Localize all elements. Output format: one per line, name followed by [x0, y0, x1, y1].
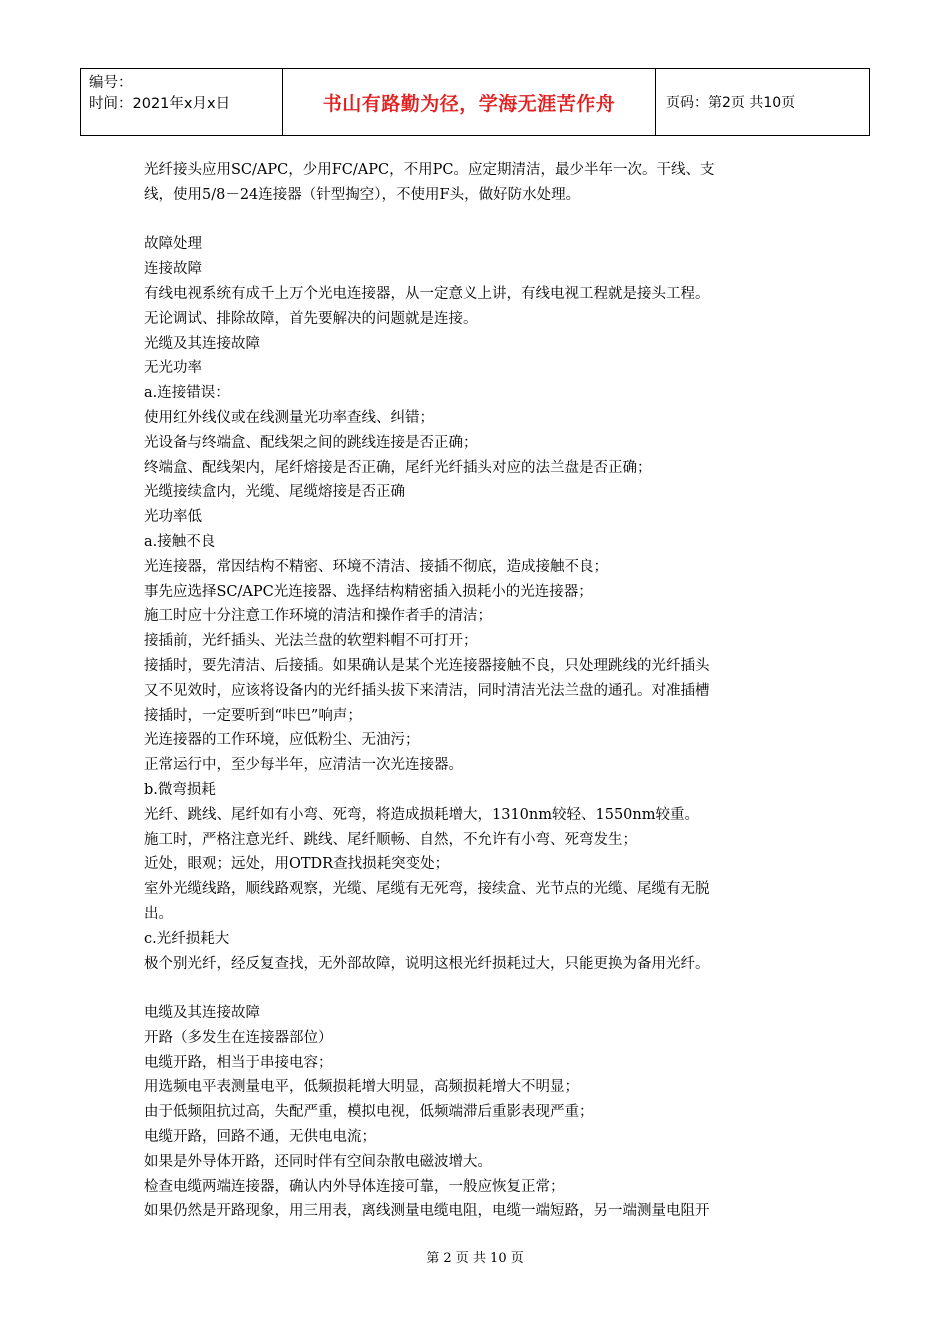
body-line: 光功率低 [144, 509, 202, 526]
body-line: 接插前，光纤插头、光法兰盘的软塑料帽不可打开； [144, 633, 478, 650]
body-line: 施工时，严格注意光纤、跳线、尾纤顺畅、自然，不允许有小弯、死弯发生； [144, 831, 637, 848]
page-header-table [80, 68, 870, 136]
body-line: 如果仍然是开路现象，用三用表，离线测量电缆电阻，电缆一端短路，另一端测量电阻开 [144, 1203, 710, 1220]
body-line: 光缆及其连接故障 [144, 335, 260, 352]
body-line: 近处，眼观；远处，用OTDR查找损耗突变处； [144, 856, 450, 873]
body-line: 如果是外导体开路，还同时伴有空间杂散电磁波增大。 [144, 1153, 492, 1170]
body-line: 终端盒、配线架内，尾纤熔接是否正确，尾纤光纤插头对应的法兰盘是否正确； [144, 459, 652, 476]
body-line: 检查电缆两端连接器，确认内外导体连接可靠，一般应恢复正常； [144, 1178, 565, 1195]
body-line: 故障处理 [144, 236, 202, 253]
body-line: 事先应选择SC/APC光连接器、选择结构精密插入损耗小的光连接器； [144, 583, 593, 600]
body-line: 光连接器，常因结构不精密、环境不清洁、接插不彻底，造成接触不良； [144, 558, 608, 575]
document-body [144, 158, 812, 1224]
header-meta-cell [81, 69, 283, 135]
body-line: 出。 [144, 905, 173, 922]
body-line: 光缆接续盒内，光缆、尾缆熔接是否正确 [144, 484, 405, 501]
body-line: 室外光缆线路，顺线路观察，光缆、尾缆有无死弯，接续盒、光节点的光缆、尾缆有无脱 [144, 881, 710, 898]
body-line: 开路（多发生在连接器部位） [144, 1029, 333, 1046]
body-line: 极个别光纤，经反复查找，无外部故障，说明这根光纤损耗过大，只能更换为备用光纤。 [144, 955, 710, 972]
header-page-code: 页码：第2页 共10页 [666, 95, 796, 111]
body-line: 用选频电平表测量电平，低频损耗增大明显，高频损耗增大不明显； [144, 1079, 579, 1096]
body-line: b.微弯损耗 [144, 781, 216, 798]
body-line: 电缆开路，回路不通，无供电电流； [144, 1129, 376, 1146]
body-line: 有线电视系统有成千上万个光电连接器，从一定意义上讲，有线电视工程就是接头工程。 [144, 285, 710, 302]
body-line: 无论调试、排除故障，首先要解决的问题就是连接。 [144, 310, 478, 327]
body-line: 接插时，一定要听到“咔巴”响声； [144, 707, 362, 724]
serial-number-label: 编号： [89, 75, 133, 91]
body-line: 使用红外线仪或在线测量光功率查线、纠错； [144, 409, 434, 426]
body-line: 电缆开路，相当于串接电容； [144, 1054, 333, 1071]
body-line: 又不见效时，应该将设备内的光纤插头拔下来清洁，同时清洁光法兰盘的通孔。对准插槽 [144, 682, 710, 699]
date-label: 时间：2021年x月x日 [89, 96, 231, 112]
body-line: 光设备与终端盒、配线架之间的跳线连接是否正确； [144, 434, 478, 451]
body-line: 光纤、跳线、尾纤如有小弯、死弯，将造成损耗增大，1310nm较轻、1550nm较重。 [144, 806, 699, 823]
body-line: 施工时应十分注意工作环境的清洁和操作者手的清洁； [144, 608, 492, 625]
blank-line [144, 208, 812, 233]
body-line: 电缆及其连接故障 [144, 1005, 260, 1022]
body-line: 由于低频阻抗过高，失配严重，模拟电视，低频端滞后重影表现严重； [144, 1104, 594, 1121]
body-line: a.连接错误： [144, 385, 230, 402]
body-line: 连接故障 [144, 261, 202, 278]
body-line: 接插时，要先清洁、后接插。如果确认是某个光连接器接触不良，只处理跳线的光纤插头 [144, 657, 710, 674]
body-line: 无光功率 [144, 360, 202, 377]
body-line: a.接触不良 [144, 533, 216, 550]
body-line: 光连接器的工作环境，应低粉尘、无油污； [144, 732, 420, 749]
body-line: c.光纤损耗大 [144, 930, 230, 947]
header-motto: 书山有路勤为径，学海无涯苦作舟 [283, 69, 656, 135]
body-line: 光纤接头应用SC/APC，少用FC/APC，不用PC。应定期清洁，最少半年一次。干线、支 [144, 162, 715, 178]
page-footer: 第 2 页 共 10 页 [426, 1251, 524, 1266]
blank-line [144, 976, 812, 1001]
body-line: 线，使用5/8－24连接器（针型掏空），不使用F头，做好防水处理。 [144, 186, 581, 203]
body-line: 正常运行中，至少每半年，应清洁一次光连接器。 [144, 757, 463, 774]
